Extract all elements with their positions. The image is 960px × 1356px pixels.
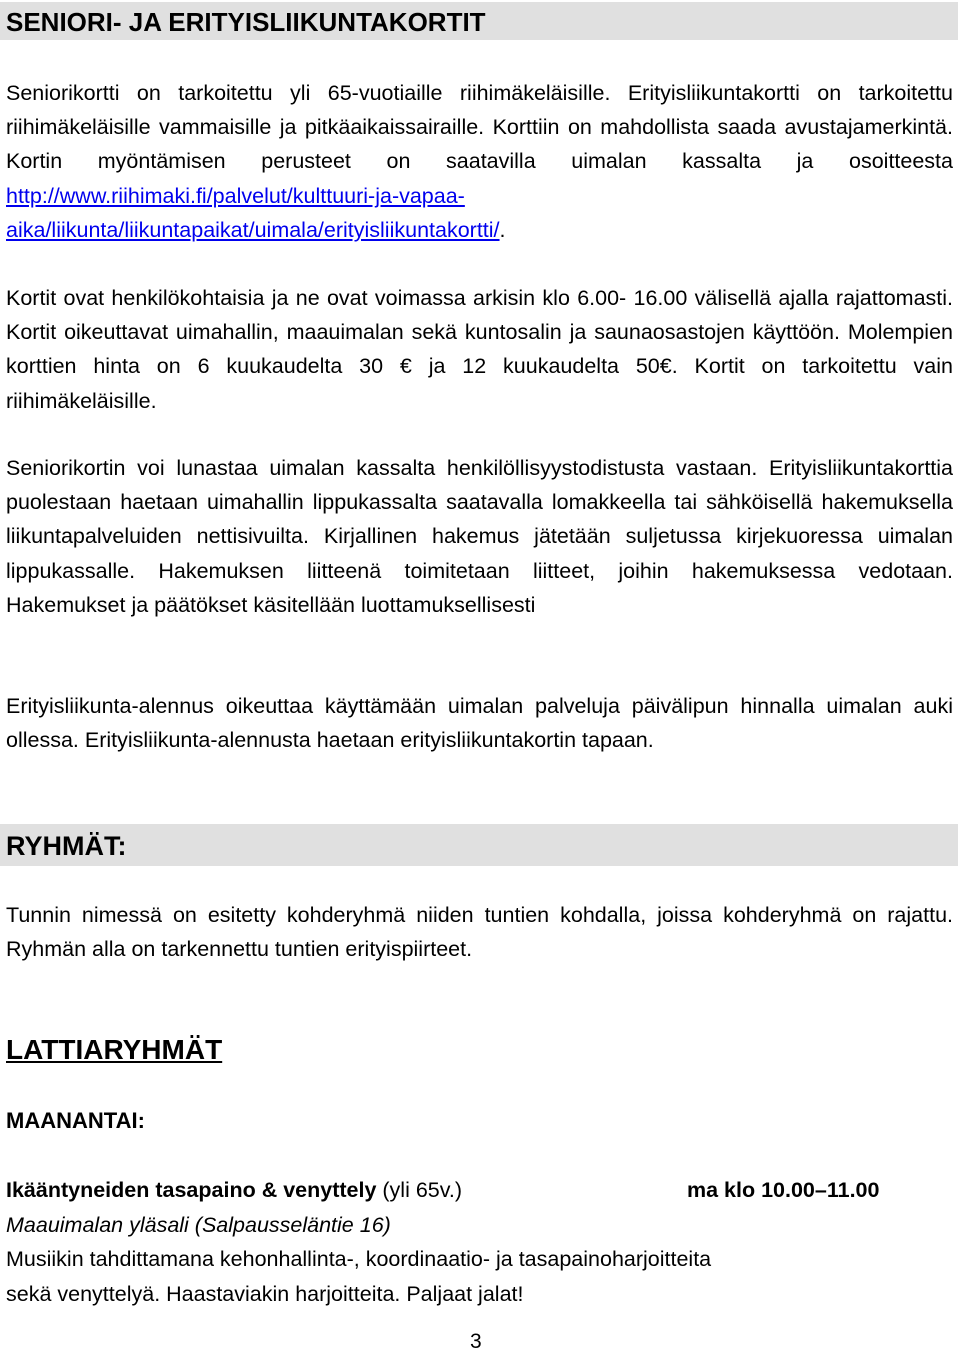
- paragraph-card-application: Seniorikortin voi lunastaa uimalan kassalta henkilöllisyystodistusta vastaan. Erityisliikuntakorttia puolestaan haetaan uimahallin lippukassalta saatavalla lomakkeella tai sähköisellä hakemuksella liikuntapalveluiden nettisivuilta. Kirjallinen hakemus jätetään suljetussa kirjekuoressa uimalan lippukassalle. Hakemuksen liitteenä toimitetaan liitteet, joihin hakemuksessa vedotaan. Hakemukset ja päätökset käsitellään luottamuksellisesti: [6, 456, 953, 617]
- section-heading-senior-cards: SENIORI- JA ERITYISLIIKUNTAKORTIT: [0, 2, 958, 40]
- section-heading-groups: RYHMÄT:: [0, 824, 958, 866]
- course-description-line-2: sekä venyttelyä. Haastaviakin harjoitteita. Paljaat jalat!: [6, 1281, 524, 1306]
- paragraph-card-validity: Kortit ovat henkilökohtaisia ja ne ovat voimassa arkisin klo 6.00- 16.00 välisellä ajalla rajattomasti. Kortit oikeuttavat uimahallin, maauimalan sekä kuntosalin ja saunaosastojen käyttöön. Molempien korttien hinta on 6 kuukaudelta 30 € ja 12 kuukaudelta 50€. Kortit on tarkoitettu vain riihimäkeläisille.: [6, 286, 953, 413]
- section-heading-floor-groups: LATTIARYHMÄT: [6, 1034, 223, 1065]
- paragraph-text-end: .: [499, 217, 506, 242]
- course-location: Maauimalan yläsali (Salpausseläntie 16): [6, 1212, 391, 1237]
- course-audience: (yli 65v.): [382, 1178, 463, 1202]
- course-title: [6, 1178, 462, 1202]
- course-description-line-1: Musiikin tahdittamana kehonhallinta-, koordinaatio- ja tasapainoharjoitteita: [6, 1247, 712, 1271]
- paragraph-discount: Erityisliikunta-alennus oikeuttaa käyttämään uimalan palveluja päivälipun hinnalla uimalan auki ollessa. Erityisliikunta-alennusta haetaan erityisliikuntakortin tapaan.: [6, 694, 953, 753]
- paragraph-text: Seniorikortti on tarkoitettu yli 65-vuotiaille riihimäkeläisille. Erityisliikuntakortti on tarkoitettu riihimäkeläisille vammaisille ja pitkäaikaissairaille. Korttiin on mahdollista saada avustajamerkintä. Kortin myöntämisen perusteet on saatavilla uimalan kassalta ja osoitteesta: [6, 81, 953, 174]
- course-entry: [6, 1173, 953, 1311]
- course-time: ma klo 10.00–11.00: [687, 1178, 880, 1202]
- day-heading-monday: MAANANTAI:: [6, 1108, 145, 1133]
- course-title-row: [6, 1173, 953, 1208]
- card-info-link[interactable]: http://www.riihimaki.fi/palvelut/kulttuuri-ja-vapaa-aika/liikunta/liikuntapaikat/uimala/erityisliikuntakortti/: [6, 183, 500, 242]
- page-number: 3: [470, 1330, 482, 1353]
- paragraph-groups-info: Tunnin nimessä on esitetty kohderyhmä niiden tuntien kohdalla, joissa kohderyhmä on rajattu. Ryhmän alla on tarkennettu tuntien erityispiirteet.: [6, 903, 953, 962]
- paragraph-card-intro: [6, 76, 953, 247]
- course-name: Ikääntyneiden tasapaino & venyttely: [6, 1178, 377, 1202]
